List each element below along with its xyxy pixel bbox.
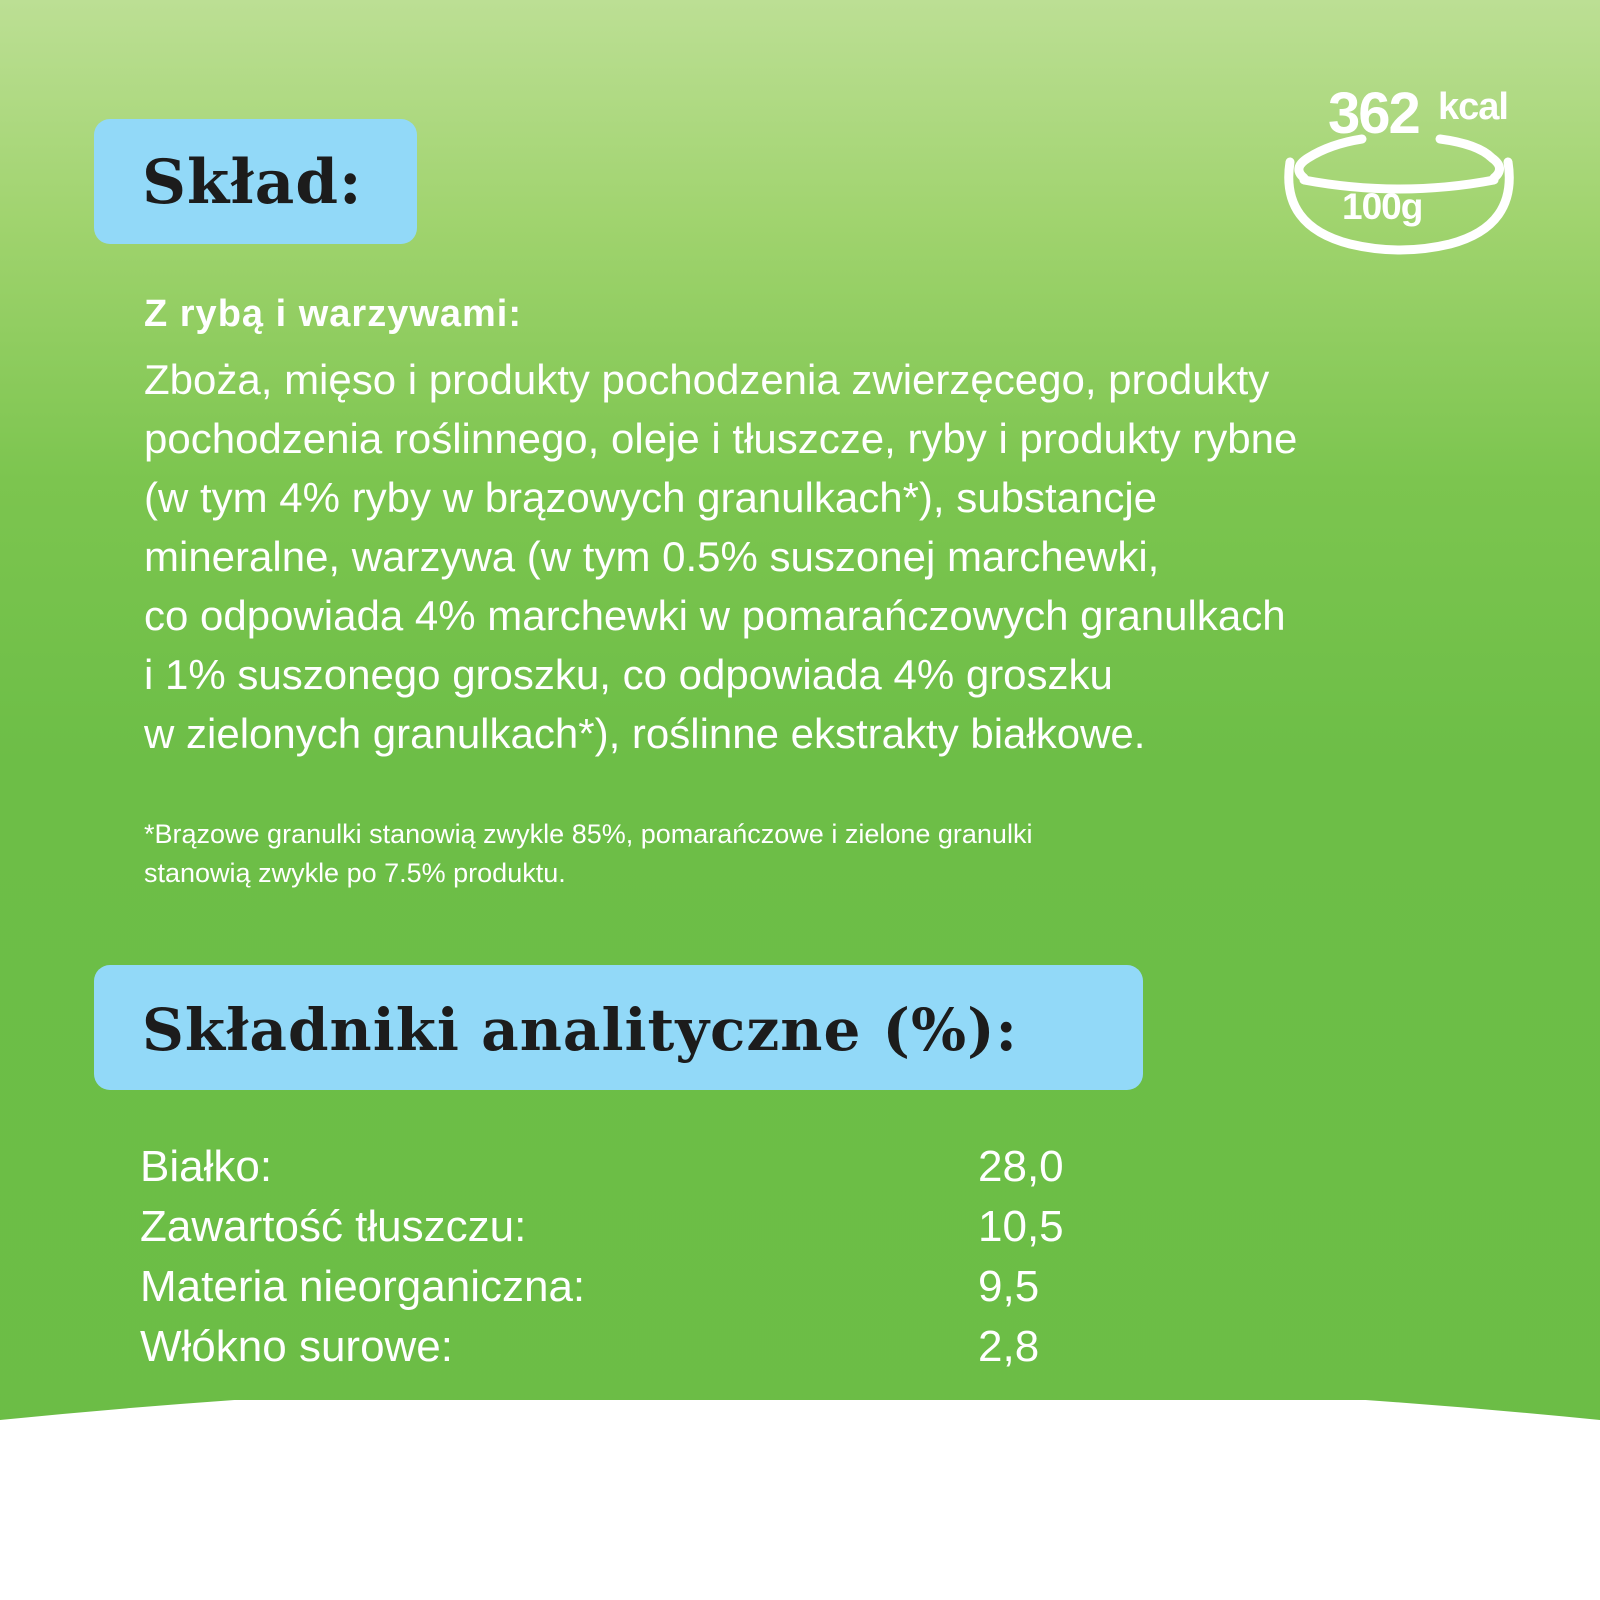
analytical-row [140, 1137, 1100, 1197]
composition-line: mineralne, warzywa (w tym 0.5% suszonej marchewki, [144, 533, 1160, 580]
analytical-row [140, 1257, 1100, 1317]
analytical-value: 28,0 [978, 1142, 1064, 1191]
composition-footnote [144, 815, 1032, 893]
composition-subheading: Z rybą i warzywami: [144, 293, 523, 335]
composition-line: (w tym 4% ryby w brązowych granulkach*), substancje [144, 474, 1158, 521]
bottom-wave [0, 1400, 1600, 1600]
composition-heading-box [94, 119, 417, 244]
analytical-value: 2,8 [978, 1322, 1040, 1371]
analytical-row [140, 1317, 1100, 1377]
composition-text [144, 350, 1584, 763]
analytical-row [140, 1197, 1100, 1257]
energy-badge [1270, 76, 1530, 260]
footnote-line: stanowią zwykle po 7.5% produktu. [144, 858, 566, 888]
analytical-label: Włókno surowe: [140, 1322, 454, 1371]
analytical-heading: Składniki analityczne (%): [142, 995, 1018, 1064]
composition-line: i 1% suszonego groszku, co odpowiada 4% groszku [144, 651, 1113, 698]
composition-line: pochodzenia roślinnego, oleje i tłuszcze, ryby i produkty rybne [144, 415, 1298, 462]
analytical-table [140, 1137, 1100, 1377]
composition-heading: Skład: [142, 147, 363, 218]
analytical-label: Zawartość tłuszczu: [140, 1202, 527, 1251]
energy-value: 362 [1328, 81, 1419, 146]
analytical-value: 9,5 [978, 1262, 1040, 1311]
composition-line: co odpowiada 4% marchewki w pomarańczowych granulkach [144, 592, 1286, 639]
energy-unit: kcal [1438, 86, 1508, 128]
footnote-line: *Brązowe granulki stanowią zwykle 85%, pomarańczowe i zielone granulki [144, 819, 1033, 849]
energy-per-weight: 100g [1342, 186, 1423, 227]
composition-line: w zielonych granulkach*), roślinne ekstrakty białkowe. [144, 710, 1146, 757]
composition-line: Zboża, mięso i produkty pochodzenia zwierzęcego, produkty [144, 356, 1270, 403]
analytical-label: Materia nieorganiczna: [140, 1262, 586, 1311]
analytical-heading-box [94, 965, 1143, 1090]
analytical-label: Białko: [140, 1142, 273, 1191]
analytical-value: 10,5 [978, 1202, 1064, 1251]
